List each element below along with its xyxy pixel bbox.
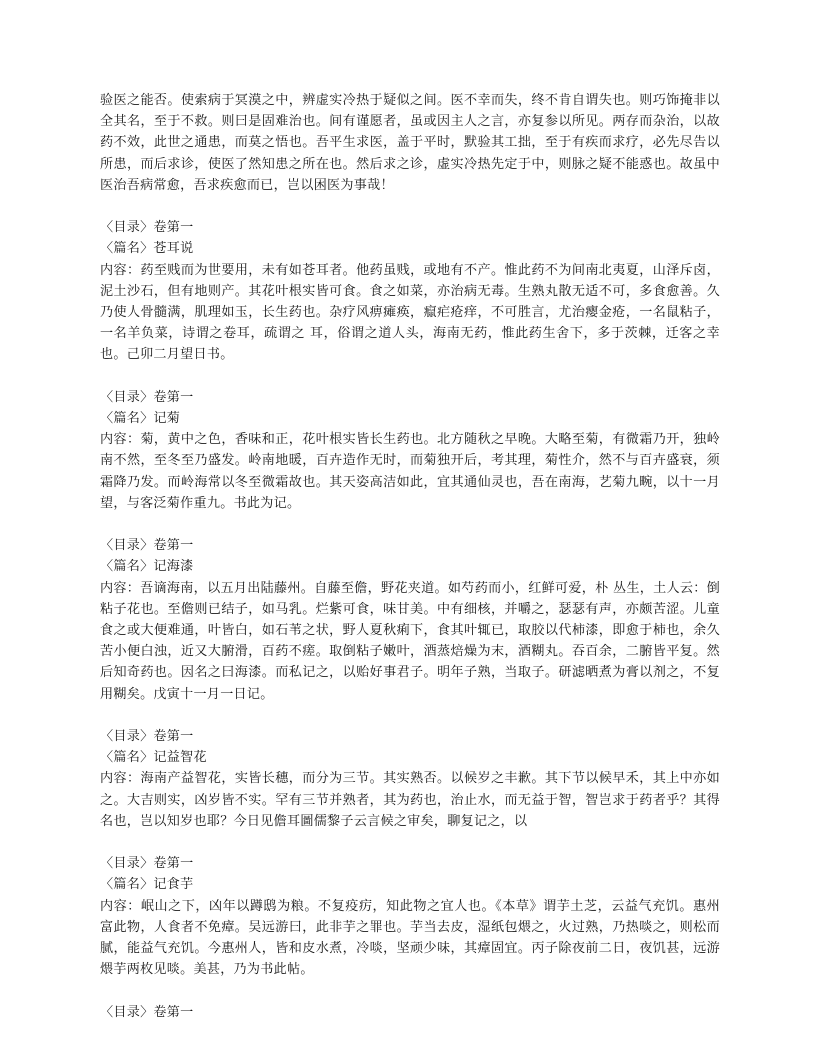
section-content <box>100 578 720 705</box>
section-content <box>100 260 720 366</box>
paragraph-spacer <box>100 980 720 1001</box>
paragraph-spacer <box>100 514 720 535</box>
section-jiju <box>100 387 720 514</box>
content-text: 海南产益智花，实皆长穗，而分为三节。其实熟否。以候岁之丰歉。其下节以候早禾，其上中亦如之。大吉则实，凶岁皆不实。罕有三节并熟者，其为药也，治止水，而无益于智，智岂求于药者乎？其得名也，岂以知岁也耶？今日见儋耳圖儒黎子云言候之审矣，聊复记之，以 <box>100 771 720 829</box>
section-title-line: 〈篇名〉记食芋 <box>100 877 194 893</box>
content-label: 内容： <box>100 898 141 914</box>
content-text: 吾谪海南，以五月出陆藤州。自藤至儋，野花夹道。如芍药而小，红鲜可爱，朴 丛生，土人云：倒粘子花也。至儋则已结子，如马乳。烂紫可食，味甘美。中有细核，并嚼之，瑟瑟有声，亦颇苦涩。儿童食之或大便难通，叶皆白，如石苇之状，野人夏秋痢下，食其叶辄已，取胶以代柿漆，即愈于柿也，余久苦小便白浊，近又大腑滑，百药不瘥。取倒粘子嫩叶，酒蒸焙燥为末，酒糊丸。吞百余，二腑皆平复。然后知奇药也。因名之曰海漆。而私记之，以贻好事君子。明年子熟，当取子。研滤晒煮为膏以剂之，不复用糊矣。戊寅十一月一日记。 <box>100 580 720 702</box>
trailing-toc-line: 〈目录〉卷第一 <box>100 1004 194 1020</box>
section-toc-line: 〈目录〉卷第一 <box>100 538 194 554</box>
section-content <box>100 896 720 981</box>
document-body <box>100 90 720 1023</box>
section-title-line: 〈篇名〉记海漆 <box>100 559 194 575</box>
paragraph-spacer <box>100 366 720 387</box>
paragraph-spacer <box>100 705 720 726</box>
content-text: 药至贱而为世要用，未有如苍耳者。他药虽贱，或地有不产。惟此药不为间南北夷夏，山泽斥卤，泥土沙石，但有地则产。其花叶根实皆可食。食之如菜，亦治病无毒。生熟丸散无适不可，多食愈善。久乃使人骨髓满，肌理如玉，长生药也。杂疗风痹瘫痪，癙疟疮痒，不可胜言，尤治瘿金疮，一名鼠粘子，一名羊负菜，诗谓之卷耳，疏谓之 耳，俗谓之道人头，海南无药，惟此药生舍下，多于茨棘，迁客之幸也。己卯二月望日书。 <box>100 262 720 363</box>
content-text: 岷山之下，凶年以蹲鸱为粮。不复疫疠，知此物之宜人也。《本草》谓芋土芝，云益气充饥。惠州富此物，人食者不免瘴。吴远游曰，此非芋之罪也。芋当去皮，湿纸包煨之，火过熟，乃热啖之，则松而腻，能益气充饥。今惠州人，皆和皮水煮，冷啖，坚顽少味，其瘴固宜。丙子除夜前二日，夜饥甚，远游煨芋两枚见啖。美甚，乃为书此帖。 <box>100 898 720 978</box>
section-content <box>100 429 720 514</box>
section-title-line: 〈篇名〉记益智花 <box>100 750 207 766</box>
section-jiyizhihua <box>100 726 720 832</box>
content-label: 内容： <box>100 432 141 448</box>
section-title-line: 〈篇名〉记菊 <box>100 411 181 427</box>
paragraph-spacer <box>100 832 720 853</box>
section-content <box>100 768 720 832</box>
section-toc-line: 〈目录〉卷第一 <box>100 856 194 872</box>
intro-paragraph: 验医之能否。使索病于冥漠之中，辨虚实冷热于疑似之间。医不幸而失，终不肯自谓失也。则巧饰掩非以全其名，至于不救。则曰是固难治也。间有谨愿者，虽或因主人之言，亦复参以所见。两存而杂治，以故药不效，此世之通患，而莫之悟也。吾平生求医，盖于平时，默验其工拙，至于有疾而求疗，必先尽告以所患，而后求诊，使医了然知患之所在也。然后求之诊，虚实冷热先定于中，则脉之疑不能惑也。故虽中医治吾病常愈，吾求疾愈而已，岂以困医为事哉！ <box>100 93 720 193</box>
paragraph-spacer <box>100 196 720 217</box>
section-cangershuo <box>100 217 720 365</box>
section-jihaiqi <box>100 535 720 705</box>
section-toc-line: 〈目录〉卷第一 <box>100 220 194 236</box>
content-label: 内容： <box>100 771 141 787</box>
content-label: 内容： <box>100 262 141 278</box>
section-title-line: 〈篇名〉苍耳说 <box>100 241 194 257</box>
content-label: 内容： <box>100 580 141 596</box>
section-jishiyu <box>100 853 720 980</box>
content-text: 菊，黄中之色，香味和正，花叶根实皆长生药也。北方随秋之早晚。大略至菊，有微霜乃开，独岭南不然，至冬至乃盛发。岭南地暖，百卉造作无时，而菊独开后，考其理，菊性介，然不与百卉盛衰，须霜降乃发。而岭海常以冬至微霜故也。其天姿高洁如此，宜其通仙灵也，吾在南海，艺菊九畹，以十一月望，与客泛菊作重九。书此为记。 <box>100 432 720 511</box>
section-toc-line: 〈目录〉卷第一 <box>100 389 194 405</box>
section-toc-line: 〈目录〉卷第一 <box>100 729 194 745</box>
